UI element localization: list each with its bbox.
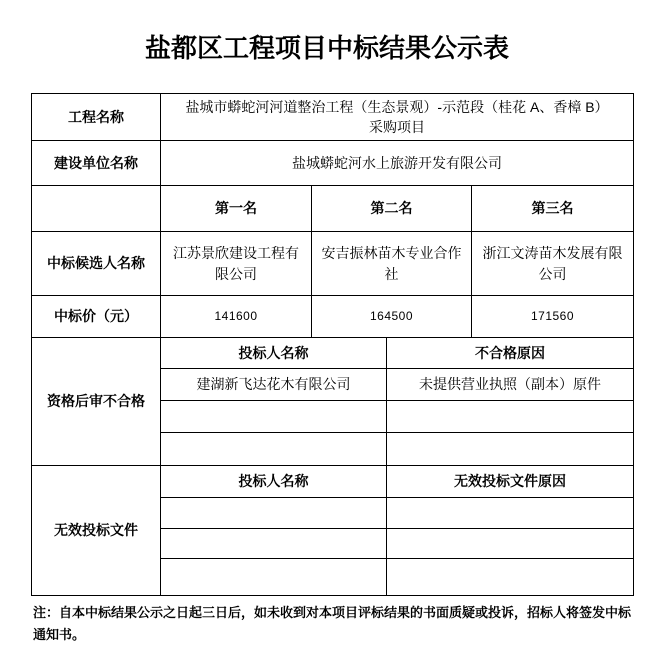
owner-label: 建设单位名称 xyxy=(32,141,161,186)
prices-row xyxy=(32,296,634,338)
page-title: 盐都区工程项目中标结果公示表 xyxy=(144,33,509,63)
price-1: 141600 xyxy=(161,296,312,338)
invalid-reason-1 xyxy=(387,498,634,529)
invalid-section-label: 无效投标文件 xyxy=(32,466,161,596)
invalid-header-row xyxy=(32,466,634,498)
disqualified-reason-3 xyxy=(387,433,634,466)
candidate-1: 江苏景欣建设工程有限公司 xyxy=(161,232,312,296)
disqualified-reason-1: 未提供营业执照（副本）原件 xyxy=(387,369,634,401)
invalid-bidder-1 xyxy=(161,498,387,529)
rank-header-first: 第一名 xyxy=(161,186,312,232)
disqualified-bidder-3 xyxy=(161,433,387,466)
bid-results-table xyxy=(31,93,634,596)
project-name-label: 工程名称 xyxy=(32,94,161,141)
rank-header-row xyxy=(32,186,634,232)
rank-header-second: 第二名 xyxy=(312,186,472,232)
invalid-bidder-2 xyxy=(161,529,387,559)
price-2: 164500 xyxy=(312,296,472,338)
candidate-2: 安吉振林苗木专业合作社 xyxy=(312,232,472,296)
owner-row xyxy=(32,141,634,186)
disqualified-header-reason: 不合格原因 xyxy=(387,338,634,369)
disqualified-bidder-1: 建湖新飞达花木有限公司 xyxy=(161,369,387,401)
invalid-reason-3 xyxy=(387,559,634,596)
candidates-label: 中标候选人名称 xyxy=(32,232,161,296)
disqualified-bidder-2 xyxy=(161,401,387,433)
project-name-row xyxy=(32,94,634,141)
invalid-header-bidder: 投标人名称 xyxy=(161,466,387,498)
footer-note: 注：自本中标结果公示之日起三日后，如未收到对本项目评标结果的书面质疑或投诉，招标人将签发中标通知书。 xyxy=(33,605,632,642)
invalid-reason-2 xyxy=(387,529,634,559)
disqualified-reason-2 xyxy=(387,401,634,433)
owner-value: 盐城蟒蛇河水上旅游开发有限公司 xyxy=(161,141,634,186)
disqualified-section-label: 资格后审不合格 xyxy=(32,338,161,466)
rank-header-third: 第三名 xyxy=(472,186,634,232)
invalid-header-reason: 无效投标文件原因 xyxy=(387,466,634,498)
project-name-value: 盐城市蟒蛇河河道整治工程（生态景观）-示范段（桂花 A、香樟 B）采购项目 xyxy=(161,94,634,141)
candidate-3: 浙江文涛苗木发展有限公司 xyxy=(472,232,634,296)
prices-label: 中标价（元） xyxy=(32,296,161,338)
candidates-row xyxy=(32,232,634,296)
disqualified-header-row xyxy=(32,338,634,369)
price-3: 171560 xyxy=(472,296,634,338)
rank-header-spacer xyxy=(32,186,161,232)
disqualified-header-bidder: 投标人名称 xyxy=(161,338,387,369)
invalid-bidder-3 xyxy=(161,559,387,596)
